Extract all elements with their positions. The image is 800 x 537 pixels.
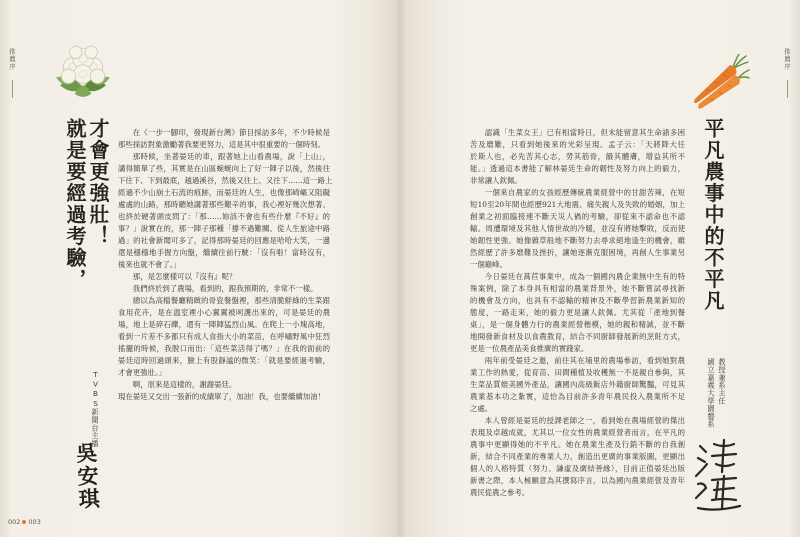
text-line: 那些採訪對象激勵著我要更努力，這是其中很重要的一個時刻。 xyxy=(118,140,325,149)
text-line: 食用花卉，是在溫室裡小心翼翼被呵護出來的，可是晏廷的農 xyxy=(118,308,330,317)
right-author-affiliation: 國立嘉義大學園藝系 xyxy=(707,358,716,429)
paragraph xyxy=(470,127,685,187)
paragraph xyxy=(118,379,330,391)
text-line: 農業基本功之紮實，這恰為目前許多青年農民投入農業所不足 xyxy=(470,392,685,401)
text-line: 認識「生菜女王」已有相當時日，但未能留意其生命諸多困 xyxy=(484,128,685,137)
text-line: 新，結合不同產業的專業人力，創造出更廣的事業版圖，更顯出 xyxy=(470,452,685,461)
text-line: 場，地上是碎石礫，還有一陣陣猛烈山風。在爬上一小塊高地， xyxy=(118,320,330,329)
left-author-signature: 吳安琪 xyxy=(73,441,102,512)
text-line: 創業之初面臨接連不斷天災人禍的考驗，卻從來不認命也不認 xyxy=(470,212,685,221)
text-line: 生菜品質媲美國外產品，讓國內高級飯店外籍廚師驚豔，可見其 xyxy=(470,380,685,389)
text-line: 還是穩穩地手握方向盤，繼續往前行駛：「沒有啦！當時沒有， xyxy=(118,248,330,257)
text-line: 過」的社會新聞可多了，記得那時晏廷的回應是哈哈大笑，一邊 xyxy=(118,236,330,245)
page-number-left: 002 xyxy=(8,518,21,526)
text-line: 看到一片差不多都只有成人食指大小的菜苗，在呼嘯野風中狂烈 xyxy=(118,332,330,341)
paragraph xyxy=(118,295,330,379)
page-numbers xyxy=(8,518,41,526)
text-line: 苦及磨難，只看到她後來的光彩呈現。孟子云：「天將降大任 xyxy=(470,140,685,149)
text-line: 才會更強壯。」 xyxy=(118,368,167,377)
paragraph xyxy=(118,391,330,403)
text-line: 殊案例，除了本身具有相當的農業背景外，她不斷嘗試尋找新 xyxy=(470,284,685,293)
paragraph xyxy=(470,187,685,271)
text-line: 在《一步一腳印，發現新台灣》節目採訪多年，不少時候是 xyxy=(132,128,330,137)
text-line: 桌」，是一個身體力行的農業經營楷模，她的親和精誠，並不斷 xyxy=(470,320,685,329)
text-line: 業工作的熱愛，從育苗、田間種植及收穫無一不是親自參與，其 xyxy=(470,368,685,377)
text-line: 經過不少山崩土石流的痕跡，而晏廷的人生，也像那崎嶇又阻礙 xyxy=(118,188,330,197)
text-line: 然經歷了許多磨難及挫折，讓她逐漸克服困境，再創人生事業另 xyxy=(470,248,685,257)
text-line: 下往下、下到最底，越過溪谷，然後又往上、又往下……這一路上 xyxy=(118,176,333,185)
side-tab-right: 推薦序 xyxy=(783,48,791,71)
page-number-dot xyxy=(22,520,26,524)
text-line: 非常讓人欽佩。 xyxy=(470,176,522,185)
paragraph xyxy=(470,415,685,499)
text-line: 於斯人也，必先苦其心志，勞其筋骨，餓其體膚，增益其所不 xyxy=(470,152,685,161)
text-line: 地開發新食材及以食農教育，結合不同廚師發展新的烹飪方式， xyxy=(470,332,685,341)
left-title-right-column: 才會更強壯！ xyxy=(86,118,110,247)
text-line: 處處的山路，那時聽她講著那些艱辛的事，我心裡好幾次想著、 xyxy=(118,200,330,209)
side-tab-left: 推薦序 xyxy=(8,48,16,71)
right-page-body xyxy=(470,127,685,499)
text-line: 她韌性更強。她像雜草般地不斷努力去尋求絕地逢生的機會，雖 xyxy=(470,236,685,245)
text-line: 新書之際，本人極願意為其撰寫序言，以為國內農業經營及青年 xyxy=(470,476,685,485)
text-line: 啊，原來是這樣的，謝謝晏廷。 xyxy=(132,380,237,389)
text-line: 今日晏廷在萵苣事業中，成為一個國內農企業無中生有的特 xyxy=(484,272,685,281)
paragraph xyxy=(118,283,330,295)
text-line: 之處。 xyxy=(470,404,493,413)
carrot-icon xyxy=(686,54,750,110)
text-line: 事？」說實在的，那一陣子那種「撐不過難關、從人生旅途中路 xyxy=(118,224,330,233)
paragraph xyxy=(118,271,330,283)
paragraph xyxy=(470,271,685,355)
side-tab-right-rule xyxy=(787,80,788,98)
cauliflower-icon xyxy=(52,40,114,102)
right-author-title: 教授兼系主任 xyxy=(718,358,727,405)
text-line: 總以為高檔餐廳精緻的骨瓷餐盤裡，那些清脆鮮綠的生菜跟 xyxy=(132,296,330,305)
text-line: 後來也就不會了。」 xyxy=(118,260,181,269)
paragraph xyxy=(118,127,330,151)
text-line: 能。」透過這本書能了解林晏廷生命的韌性及努力向上的毅力， xyxy=(470,164,685,173)
text-line: 我們終於到了農場，看到的，跟我預期的，非常不一樣。 xyxy=(132,284,318,293)
text-line: 態度，一路走來，她的毅力更是讓人欽佩。尤其從「產地到餐 xyxy=(470,308,685,317)
paragraph xyxy=(470,355,685,415)
text-line: 一個來自農家的女孩經歷傳統農業經營中的甘甜苦辣，在短 xyxy=(484,188,685,197)
text-line: 那時候，坐著晏廷的車，跟著她上山看農場，說「上山」， xyxy=(132,152,330,161)
text-line: 輸。周遭環境及其他人情世故的冷暖，並沒有將她擊敗，反而使 xyxy=(470,224,685,233)
right-title: 平凡農事中的不平凡 xyxy=(701,118,725,312)
text-line: 農事中更顯得她的不平凡。她在農業生產及行銷不斷的自我創 xyxy=(470,440,685,449)
left-author-title: TVBS新聞台主播 xyxy=(91,370,100,448)
text-line: 也終於硬著頭皮問了：「那……妳該不會也有些什麼『不好』的 xyxy=(118,212,330,221)
text-line: 那，是怎麼樣可以『沒有』呢？ xyxy=(132,272,237,281)
text-line: 短10至20年間也經歷921大地震、痛失親人及失敗的婚姻，加上 xyxy=(470,200,685,209)
text-line: 現在晏廷又交出一張新的成績單了，加油！我，也要繼續加油！ xyxy=(118,392,325,401)
text-line: 講得簡單了些，其實是在山區蜿蜒向上了好一陣子以後，然後往 xyxy=(118,164,330,173)
text-line: 表現及卓越成就，尤其以一位女性的農業經營者而言，在平凡的 xyxy=(470,428,685,437)
text-line: 農民從農之參考。 xyxy=(470,488,530,497)
text-line: 本人曾經是晏廷的授課老師之一，看到她在農場經營的傑出 xyxy=(484,416,685,425)
paragraph xyxy=(118,151,333,271)
left-page-body xyxy=(118,127,333,403)
page-number-right: 003 xyxy=(28,518,41,526)
text-line: 兩年前受晏廷之邀，前往其在埔里的農場參訪，看到她對農 xyxy=(484,356,685,365)
text-line: 的機會及方向，也具有不認輸的精神及不斷學習新農業新知的 xyxy=(470,296,685,305)
left-title-left-column: 就是要經過考驗， xyxy=(63,118,87,290)
side-tab-left-rule xyxy=(12,80,13,98)
text-line: 一個巔峰。 xyxy=(470,260,507,269)
text-line: 晏廷這時回過頭來，臉上有股靜謐的微笑：「就是要經過考驗， xyxy=(118,356,330,365)
text-line: 個人的人格特質（努力、謙虛及廣結善緣），目前正值晏廷出版 xyxy=(470,464,685,473)
text-line: 搖擺的時候，我脫口而出：「這些菜活得了嗎？」在我的面前的 xyxy=(118,344,330,353)
text-line: 更是一位農產品美食推廣的實踐家。 xyxy=(470,344,589,353)
right-author-signature xyxy=(690,438,746,514)
